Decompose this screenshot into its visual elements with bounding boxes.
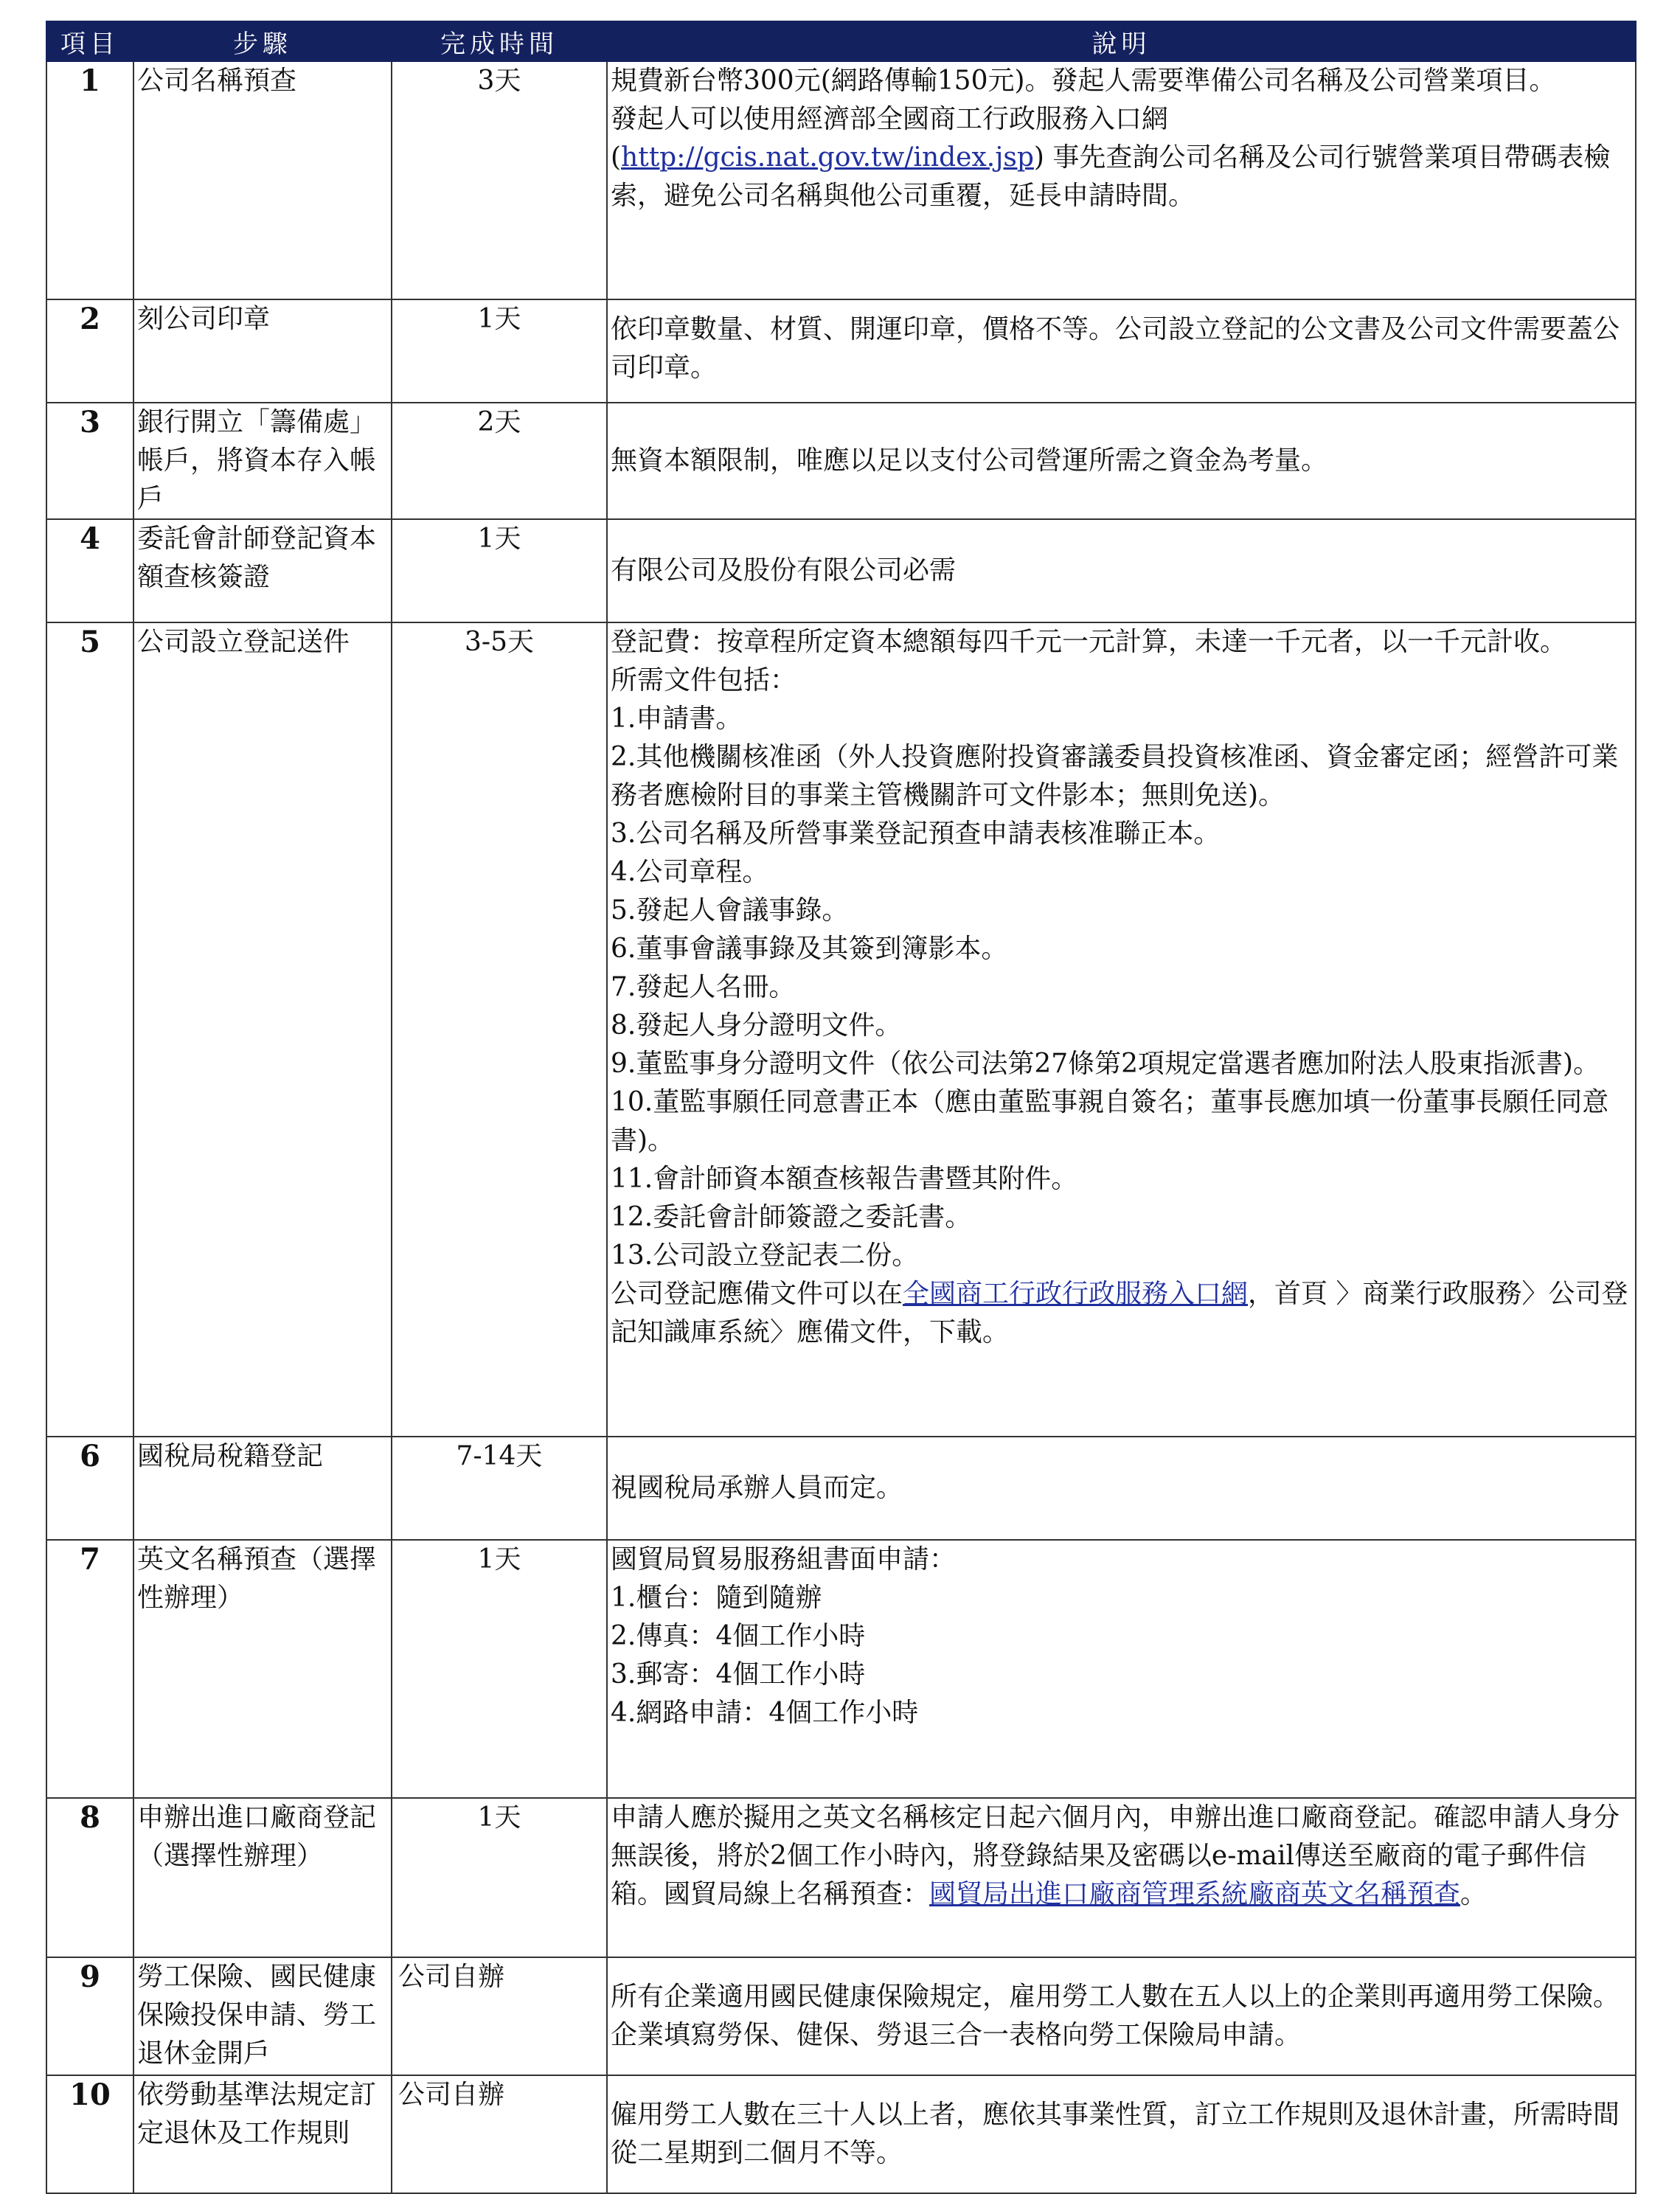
row-number: 7: [46, 1540, 133, 1798]
row-description: 視國稅局承辦人員而定。: [607, 1437, 1636, 1540]
row-description: [607, 1798, 1636, 1957]
list-item: 1.櫃台：隨到隨辦: [611, 1583, 822, 1613]
list-item: 10.董監事願任同意書正本（應由董監事親自簽名；董事長應加填一份董事長願任同意書)。: [611, 1087, 1609, 1156]
list-item: 12.委託會計師簽證之委託書。: [611, 1202, 972, 1232]
row-time: 7-14天: [392, 1437, 607, 1540]
table-row: [46, 1798, 1636, 1957]
description-text: ，首頁 〉商業行政服務〉公司登記知識庫系統〉應備文件，下載。: [611, 1279, 1628, 1347]
documents-intro: 所需文件包括：: [611, 665, 797, 695]
gcis-url-link[interactable]: http://gcis.nat.gov.tw/index.jsp: [621, 142, 1034, 173]
row-description: 所有企業適用國民健康保險規定，雇用勞工人數在五人以上的企業則再適用勞工保險。企業填寫勞保、健保、勞退三合一表格向勞工保險局申請。: [607, 1957, 1636, 2075]
table-header-row: [46, 21, 1636, 61]
row-time: 1天: [392, 1540, 607, 1798]
description-line: [611, 1275, 1632, 1352]
list-item: 2.其他機關核准函（外人投資應附投資審議委員投資核准函、資金審定函；經營許可業務者應檢附目的事業主管機關許可文件影本；無則免送)。: [611, 742, 1619, 810]
row-time: 1天: [392, 519, 607, 622]
list-item: 4.公司章程。: [611, 857, 769, 887]
row-description: 有限公司及股份有限公司必需: [607, 519, 1636, 622]
row-description: [607, 61, 1636, 299]
list-item: 2.傳真：4個工作小時: [611, 1621, 866, 1651]
description-text: 公司登記應備文件可以在: [611, 1279, 903, 1309]
table-row: [46, 1437, 1636, 1540]
header-item: 項目: [46, 21, 133, 61]
row-description: 依印章數量、材質、開運印章，價格不等。公司設立登記的公文書及公司文件需要蓋公司印章。: [607, 299, 1636, 403]
list-item: 9.董監事身分證明文件（依公司法第27條第2項規定當選者應加附法人股東指派書)。: [611, 1049, 1600, 1079]
document-page: [46, 21, 1635, 2194]
table-row: [46, 2075, 1636, 2193]
row-step: 公司設立登記送件: [133, 622, 392, 1437]
description-line: 國貿局貿易服務組書面申請：: [611, 1544, 957, 1575]
row-step: 國稅局稅籍登記: [133, 1437, 392, 1540]
open-paren: (: [611, 142, 622, 173]
description-text: ) 事先查詢公司名稱及公司行號營業項目帶碼表檢索，避免公司名稱與他公司重覆，延長申請時間。: [611, 142, 1611, 211]
row-time: 公司自辦: [392, 2075, 607, 2193]
row-step: 勞工保險、國民健康保險投保申請、勞工退休金開戶: [133, 1957, 392, 2075]
table-row: [46, 61, 1636, 299]
row-number: 10: [46, 2075, 133, 2193]
row-description: [607, 622, 1636, 1437]
row-number: 8: [46, 1798, 133, 1957]
description-line: 規費新台幣300元(網路傳輸150元)。發起人需要準備公司名稱及公司營業項目。: [611, 66, 1556, 96]
table-row: [46, 519, 1636, 622]
row-description: 僱用勞工人數在三十人以上者，應依其事業性質，訂立工作規則及退休計畫，所需時間從二星期到二個月不等。: [607, 2075, 1636, 2193]
row-number: 5: [46, 622, 133, 1437]
row-time: 3-5天: [392, 622, 607, 1437]
list-item: 7.發起人名冊。: [611, 972, 796, 1002]
list-item: 6.董事會議事錄及其簽到簿影本。: [611, 934, 1008, 964]
list-item: 13.公司設立登記表二份。: [611, 1240, 919, 1271]
row-time: 3天: [392, 61, 607, 299]
row-number: 4: [46, 519, 133, 622]
description-text: 。: [1460, 1879, 1488, 1909]
row-step: 申辦出進口廠商登記（選擇性辦理）: [133, 1798, 392, 1957]
table-row: [46, 622, 1636, 1437]
registration-fee: 登記費：按章程所定資本總額每四千元一元計算，未達一千元者，以一千元計收。: [611, 627, 1567, 657]
description-text: 申請人應於擬用之英文名稱核定日起六個月內，申辦出進口廠商登記。確認申請人身分無誤後，將於2個工作小時內，將登錄結果及密碼以e-mail傳送至廠商的電子郵件信箱。國貿局線上名稱預查：: [611, 1802, 1620, 1909]
row-time: 1天: [392, 1798, 607, 1957]
header-description: 說明: [607, 21, 1636, 61]
list-item: 3.郵寄：4個工作小時: [611, 1659, 866, 1690]
gcis-portal-link[interactable]: 全國商工行政行政服務入口網: [903, 1279, 1249, 1309]
list-item: 8.發起人身分證明文件。: [611, 1010, 902, 1041]
row-description: [607, 1540, 1636, 1798]
row-description: 無資本額限制，唯應以足以支付公司營運所需之資金為考量。: [607, 403, 1636, 519]
description-line: [611, 139, 1632, 215]
list-item: 4.網路申請：4個工作小時: [611, 1698, 919, 1728]
table-row: [46, 403, 1636, 519]
list-item: 3.公司名稱及所營事業登記預查申請表核准聯正本。: [611, 819, 1221, 849]
row-step: 刻公司印章: [133, 299, 392, 403]
table-row: [46, 1540, 1636, 1798]
row-step: 委託會計師登記資本額查核簽證: [133, 519, 392, 622]
description-line: 發起人可以使用經濟部全國商工行政服務入口網: [611, 104, 1169, 134]
row-step: 銀行開立「籌備處」帳戶，將資本存入帳戶: [133, 403, 392, 519]
table-row: [46, 299, 1636, 403]
row-number: 3: [46, 403, 133, 519]
list-item: 1.申請書。: [611, 704, 743, 734]
trade-bureau-link[interactable]: 國貿局出進口廠商管理系統廠商英文名稱預查: [929, 1879, 1461, 1909]
header-step: 步驟: [133, 21, 392, 61]
row-time: 1天: [392, 299, 607, 403]
row-step: 依勞動基準法規定訂定退休及工作規則: [133, 2075, 392, 2193]
list-item: 11.會計師資本額查核報告書暨其附件。: [611, 1164, 1078, 1194]
company-setup-table: [46, 21, 1636, 2194]
row-time: 2天: [392, 403, 607, 519]
row-number: 9: [46, 1957, 133, 2075]
row-step: 公司名稱預查: [133, 61, 392, 299]
table-row: [46, 1957, 1636, 2075]
row-number: 2: [46, 299, 133, 403]
header-time: 完成時間: [392, 21, 607, 61]
row-number: 1: [46, 61, 133, 299]
row-step: 英文名稱預查（選擇性辦理）: [133, 1540, 392, 1798]
row-time: 公司自辦: [392, 1957, 607, 2075]
list-item: 5.發起人會議事錄。: [611, 895, 849, 926]
row-number: 6: [46, 1437, 133, 1540]
